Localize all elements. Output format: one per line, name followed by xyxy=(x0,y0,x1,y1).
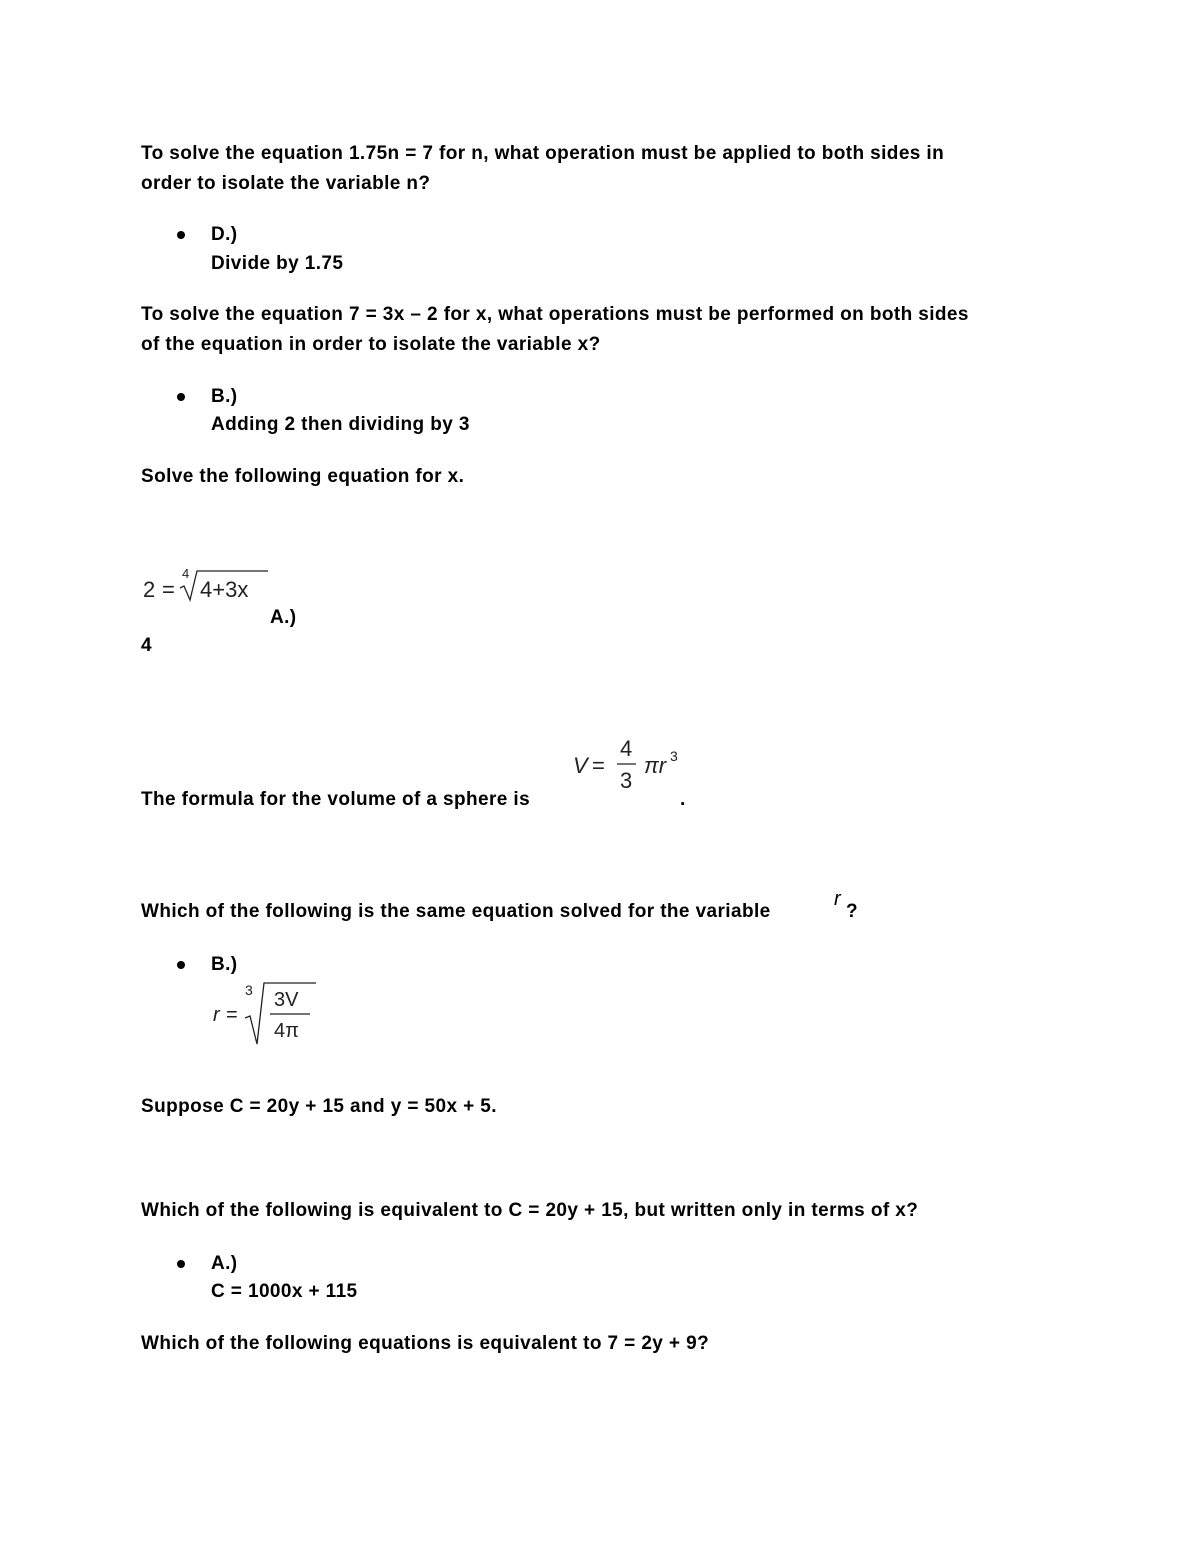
question-6-text: Which of the following equations is equivalent to 7 = 2y + 9? xyxy=(141,1333,710,1354)
answer-3-letter: A.) xyxy=(270,607,297,628)
formula-equals: = xyxy=(592,753,605,778)
answer-formula-equals: = xyxy=(226,1004,238,1026)
answer-formula-denominator: 4π xyxy=(274,1020,299,1042)
bullet-icon xyxy=(177,1260,185,1268)
answer-root-index: 3 xyxy=(245,982,253,998)
formula-exponent: 3 xyxy=(670,748,678,764)
question-5-statement: Suppose C = 20y + 15 and y = 50x + 5. xyxy=(141,1096,497,1117)
answer-4-letter: B.) xyxy=(211,954,238,975)
formula-denominator: 3 xyxy=(620,768,633,793)
variable-r: r xyxy=(834,888,842,910)
answer-2-letter: B.) xyxy=(211,386,238,407)
question-4-period: . xyxy=(680,789,686,810)
equation-lhs: 2 xyxy=(143,577,156,602)
answer-formula-lhs: r xyxy=(213,1004,220,1026)
formula-numerator: 4 xyxy=(620,736,633,761)
question-4-text: Which of the following is the same equation solved for the variable xyxy=(141,901,771,922)
answer-2-text: Adding 2 then dividing by 3 xyxy=(211,414,470,435)
answer-1-text: Divide by 1.75 xyxy=(211,253,344,274)
bullet-icon xyxy=(177,393,185,401)
question-1-line-1: To solve the equation 1.75n = 7 for n, what operation must be applied to both sides in xyxy=(141,143,945,164)
equation-fourth-root xyxy=(140,562,280,604)
answer-4-formula xyxy=(210,980,330,1050)
question-3-text: Solve the following equation for x. xyxy=(141,466,465,487)
sphere-volume-formula xyxy=(570,733,690,795)
answer-5-letter: A.) xyxy=(211,1253,238,1274)
answer-1-letter: D.) xyxy=(211,224,238,245)
answer-3-text: 4 xyxy=(141,635,152,656)
bullet-icon xyxy=(177,231,185,239)
question-4-qmark: ? xyxy=(846,901,859,922)
radicand: 4+3x xyxy=(200,577,249,602)
question-5-text: Which of the following is equivalent to C = 20y + 15, but written only in terms of x? xyxy=(141,1200,919,1221)
root-index: 4 xyxy=(182,566,190,581)
question-1-line-2: order to isolate the variable n? xyxy=(141,173,431,194)
bullet-icon xyxy=(177,961,185,969)
equation-equals: = xyxy=(162,577,175,602)
formula-rest: πr xyxy=(644,753,667,778)
answer-formula-numerator: 3V xyxy=(274,989,299,1011)
question-2-line-2: of the equation in order to isolate the variable x? xyxy=(141,334,601,355)
question-2-line-1: To solve the equation 7 = 3x – 2 for x, what operations must be performed on both sides xyxy=(141,304,969,325)
formula-lhs: V xyxy=(573,753,588,778)
question-4-statement: The formula for the volume of a sphere is xyxy=(141,789,531,810)
answer-5-text: C = 1000x + 115 xyxy=(211,1281,358,1302)
